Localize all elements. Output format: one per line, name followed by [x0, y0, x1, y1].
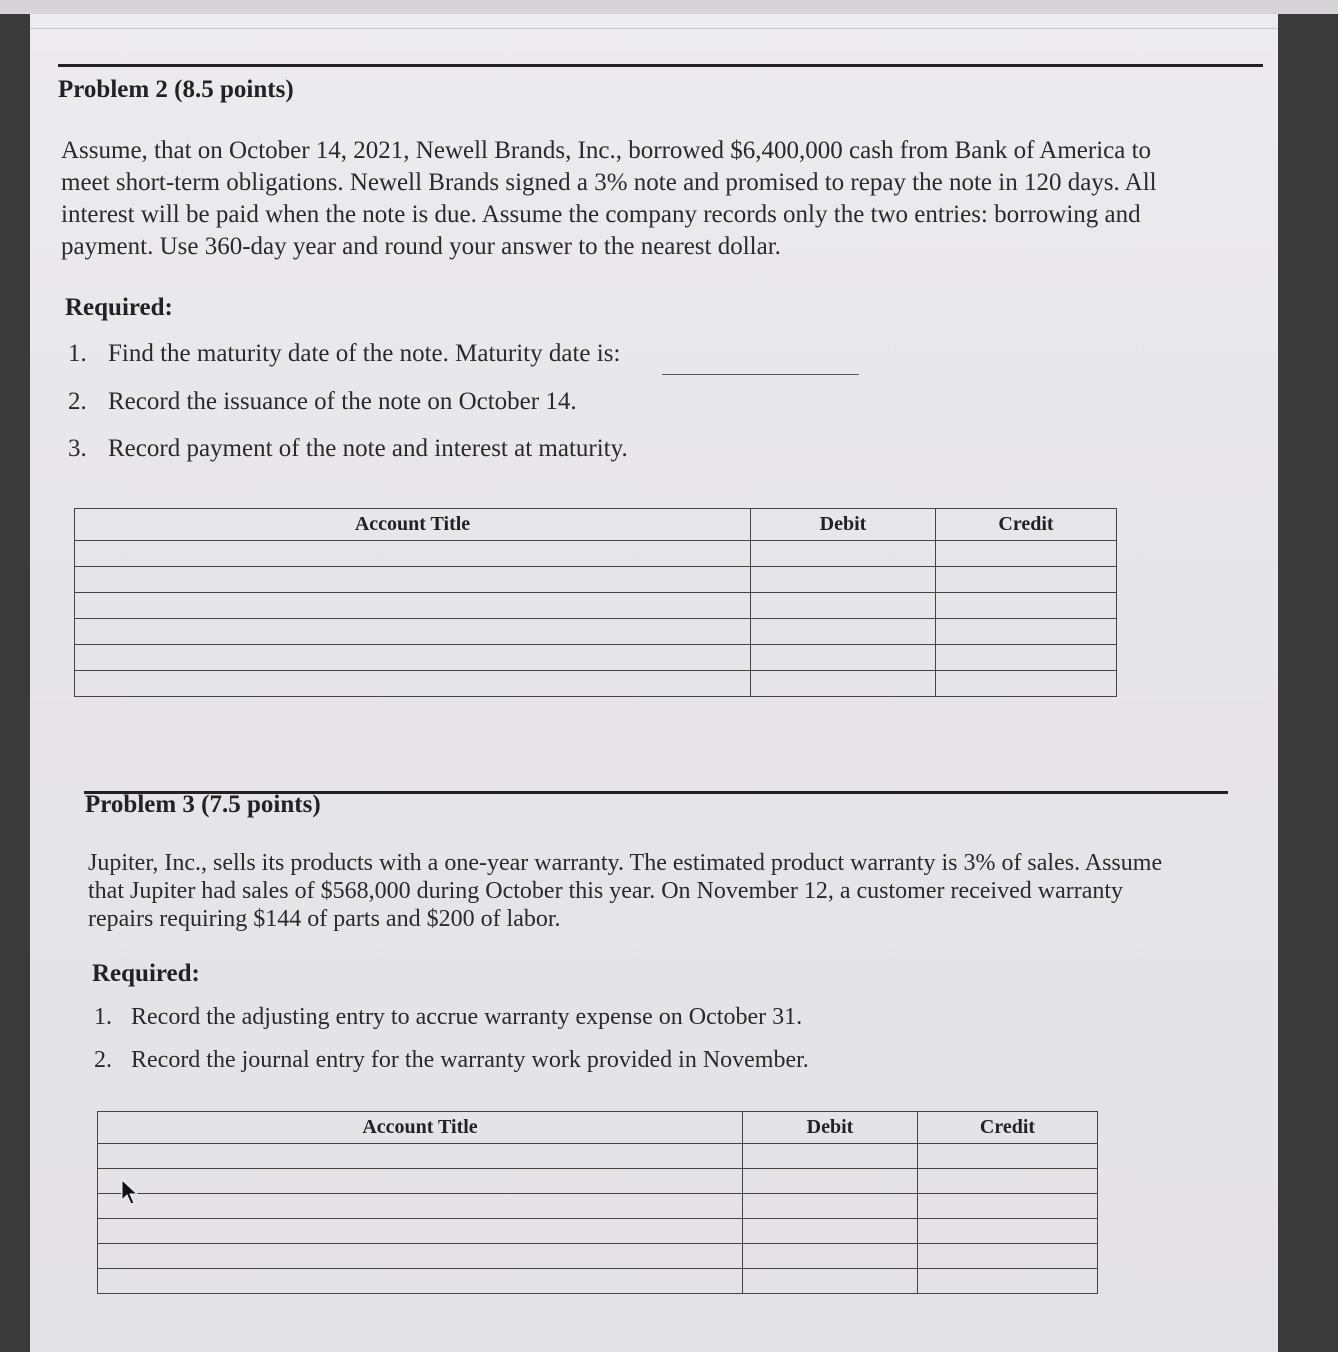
credit-cell[interactable]: [918, 1169, 1098, 1194]
problem2-description: [61, 135, 1261, 263]
account-title-input[interactable]: [75, 569, 750, 590]
credit-cell[interactable]: [918, 1144, 1098, 1169]
problem2-line: payment. Use 360-day year and round your answer to the nearest dollar.: [61, 233, 781, 260]
credit-input[interactable]: [936, 543, 1116, 564]
table-row: [98, 1144, 1098, 1169]
credit-input[interactable]: [918, 1146, 1097, 1167]
credit-cell[interactable]: [936, 645, 1117, 671]
debit-input[interactable]: [751, 621, 935, 642]
credit-input[interactable]: [936, 647, 1116, 668]
table-row: [75, 671, 1117, 697]
debit-input[interactable]: [743, 1271, 917, 1292]
table-row: [75, 593, 1117, 619]
account-title-cell[interactable]: [98, 1219, 743, 1244]
account-title-input[interactable]: [75, 543, 750, 564]
debit-input[interactable]: [743, 1171, 917, 1192]
debit-cell[interactable]: [743, 1169, 918, 1194]
page-divider: [30, 28, 1278, 29]
table-header-row: [98, 1112, 1098, 1144]
account-title-cell[interactable]: [75, 645, 751, 671]
account-title-header: Account Title: [75, 509, 751, 541]
problem3-line: repairs requiring $144 of parts and $200 of labor.: [88, 906, 561, 932]
problem2-required-item: [68, 388, 577, 416]
problem2-required-item: [68, 435, 628, 463]
debit-cell[interactable]: [743, 1269, 918, 1294]
problem2-required-item: [68, 340, 620, 368]
debit-header: Debit: [743, 1112, 918, 1144]
account-title-cell[interactable]: [98, 1169, 743, 1194]
table-row: [98, 1194, 1098, 1219]
credit-cell[interactable]: [918, 1269, 1098, 1294]
debit-input[interactable]: [743, 1146, 917, 1167]
credit-input[interactable]: [936, 595, 1116, 616]
table-row: [98, 1219, 1098, 1244]
table-row: [75, 567, 1117, 593]
account-title-header: Account Title: [98, 1112, 743, 1144]
credit-cell[interactable]: [936, 541, 1117, 567]
problem3-journal-table: [97, 1111, 1098, 1294]
problem3-line: that Jupiter had sales of $568,000 during October this year. On November 12, a customer received warranty: [88, 878, 1124, 904]
maturity-date-answer-line[interactable]: [662, 374, 859, 375]
debit-cell[interactable]: [751, 645, 936, 671]
credit-cell[interactable]: [918, 1244, 1098, 1269]
problem2-required-title: Required:: [65, 294, 173, 321]
account-title-cell[interactable]: [75, 541, 751, 567]
debit-cell[interactable]: [751, 593, 936, 619]
problem3-heading: Problem 3 (7.5 points): [85, 791, 321, 818]
debit-input[interactable]: [751, 647, 935, 668]
problem2-rule: [58, 64, 1263, 67]
account-title-input[interactable]: [98, 1246, 742, 1267]
credit-cell[interactable]: [936, 619, 1117, 645]
credit-input[interactable]: [936, 621, 1116, 642]
credit-input[interactable]: [918, 1221, 1097, 1242]
table-row: [75, 541, 1117, 567]
debit-header: Debit: [751, 509, 936, 541]
credit-cell[interactable]: [918, 1219, 1098, 1244]
account-title-input[interactable]: [98, 1146, 742, 1167]
table-header-row: [75, 509, 1117, 541]
account-title-cell[interactable]: [98, 1194, 743, 1219]
table-row: [75, 645, 1117, 671]
credit-header: Credit: [918, 1112, 1098, 1144]
item-number: 3.: [68, 435, 87, 462]
debit-cell[interactable]: [751, 619, 936, 645]
credit-cell[interactable]: [936, 671, 1117, 697]
item-text: Record the adjusting entry to accrue warranty expense on October 31.: [131, 1004, 803, 1030]
debit-input[interactable]: [751, 595, 935, 616]
worksheet-page: [30, 14, 1278, 1352]
debit-input[interactable]: [751, 543, 935, 564]
credit-input[interactable]: [918, 1196, 1097, 1217]
item-text: Record payment of the note and interest at maturity.: [108, 435, 628, 462]
table-row: [98, 1269, 1098, 1294]
credit-input[interactable]: [918, 1271, 1097, 1292]
debit-cell[interactable]: [751, 671, 936, 697]
item-text: Record the journal entry for the warranty work provided in November.: [131, 1047, 809, 1073]
account-title-input[interactable]: [98, 1221, 742, 1242]
problem2-line: Assume, that on October 14, 2021, Newell Brands, Inc., borrowed $6,400,000 cash from Bank of America to: [61, 137, 1152, 164]
account-title-input[interactable]: [98, 1196, 742, 1217]
problem3-required-title: Required:: [92, 960, 200, 987]
table-row: [98, 1169, 1098, 1194]
debit-cell[interactable]: [751, 567, 936, 593]
debit-cell[interactable]: [743, 1244, 918, 1269]
item-number: 2.: [94, 1047, 112, 1073]
problem3-required-item: [94, 1004, 802, 1031]
account-title-input[interactable]: [75, 621, 750, 642]
credit-cell[interactable]: [936, 593, 1117, 619]
problem3-description: [88, 849, 1268, 933]
account-title-cell[interactable]: [75, 671, 751, 697]
problem3-line: Jupiter, Inc., sells its products with a one-year warranty. The estimated product warranty is 3% of sales. Assume: [88, 850, 1163, 876]
table-row: [75, 619, 1117, 645]
item-number: 1.: [68, 340, 87, 367]
problem2-line: interest will be paid when the note is due. Assume the company records only the two entries: borrowing and: [61, 201, 1141, 228]
browser-top-strip: [0, 0, 1338, 14]
table-row: [98, 1244, 1098, 1269]
account-title-cell[interactable]: [75, 567, 751, 593]
account-title-cell[interactable]: [75, 619, 751, 645]
credit-input[interactable]: [918, 1171, 1097, 1192]
account-title-input[interactable]: [98, 1171, 742, 1192]
debit-input[interactable]: [743, 1196, 917, 1217]
debit-input[interactable]: [751, 673, 935, 694]
item-text: Record the issuance of the note on October 14.: [108, 388, 577, 415]
account-title-cell[interactable]: [75, 593, 751, 619]
mouse-pointer-icon: [120, 1178, 140, 1206]
debit-cell[interactable]: [743, 1219, 918, 1244]
credit-input[interactable]: [918, 1246, 1097, 1267]
account-title-cell[interactable]: [98, 1244, 743, 1269]
credit-cell[interactable]: [918, 1194, 1098, 1219]
item-text: Find the maturity date of the note. Maturity date is:: [108, 340, 621, 367]
credit-cell[interactable]: [936, 567, 1117, 593]
problem3-required-item: [94, 1047, 809, 1074]
account-title-input[interactable]: [75, 647, 750, 668]
problem2-heading: Problem 2 (8.5 points): [58, 76, 294, 103]
item-number: 2.: [68, 388, 87, 415]
account-title-cell[interactable]: [98, 1144, 743, 1169]
credit-input[interactable]: [936, 673, 1116, 694]
debit-cell[interactable]: [751, 541, 936, 567]
account-title-input[interactable]: [75, 673, 750, 694]
problem2-journal-table: [74, 508, 1117, 697]
account-title-input[interactable]: [98, 1271, 742, 1292]
account-title-cell[interactable]: [98, 1269, 743, 1294]
problem2-line: meet short-term obligations. Newell Brands signed a 3% note and promised to repay the note in 120 days. All: [61, 169, 1157, 196]
debit-input[interactable]: [743, 1221, 917, 1242]
debit-cell[interactable]: [743, 1194, 918, 1219]
account-title-input[interactable]: [75, 595, 750, 616]
item-number: 1.: [94, 1004, 112, 1030]
debit-cell[interactable]: [743, 1144, 918, 1169]
debit-input[interactable]: [751, 569, 935, 590]
credit-header: Credit: [936, 509, 1117, 541]
debit-input[interactable]: [743, 1246, 917, 1267]
credit-input[interactable]: [936, 569, 1116, 590]
